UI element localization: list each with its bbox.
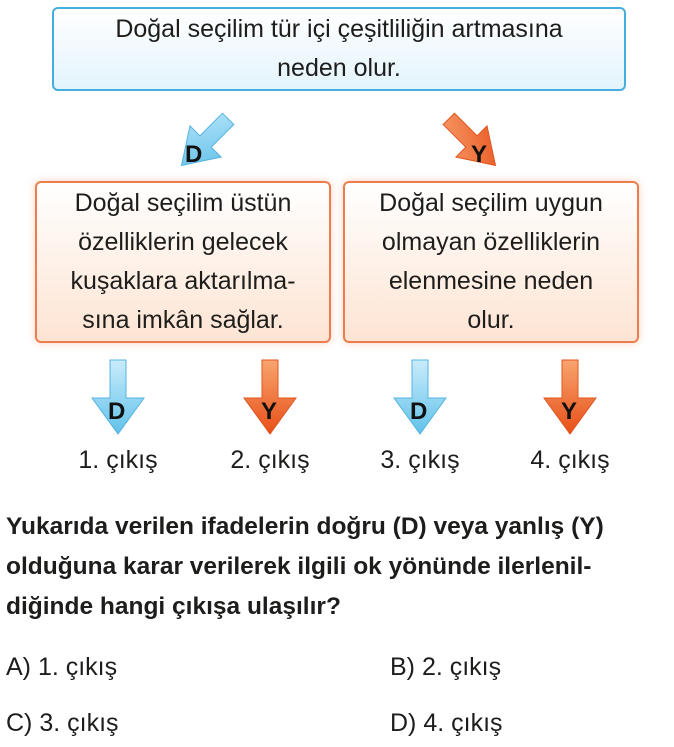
statement-left-line: Doğal seçilim üstün: [74, 189, 292, 217]
statement-left-line: sına imkân sağlar.: [82, 306, 284, 334]
arrow-exit-4-icon: [540, 360, 600, 436]
option-c[interactable]: C) 3. çıkış: [6, 709, 119, 737]
question-line-2: olduğuna karar verilerek ilgili ok yönünde ilerlenil-: [6, 553, 592, 580]
exit-label-1: 1. çıkış: [78, 446, 158, 474]
statement-right-line: Doğal seçilim uygun: [379, 189, 603, 217]
statement-box-main: [52, 7, 626, 91]
exit-label-3: 3. çıkış: [380, 446, 460, 474]
arrow-exit-2-icon: [240, 360, 300, 436]
statement-left-line: kuşaklara aktarılma-: [70, 267, 296, 295]
arrow-letter: D: [185, 141, 203, 168]
option-b[interactable]: B) 2. çıkış: [390, 653, 502, 681]
statement-box-left: [35, 181, 331, 343]
question-line-3: diğinde hangi çıkışa ulaşılır?: [6, 593, 341, 620]
question-text: [6, 507, 672, 627]
arrow-letter: Y: [471, 141, 488, 168]
question-line-1: Yukarıda verilen ifadelerin doğru (D) veya yanlış (Y): [6, 513, 604, 540]
arrow-exit-3-icon: [390, 360, 450, 436]
arrow-letter: Y: [561, 398, 578, 425]
arrow-letter: Y: [261, 398, 278, 425]
exit-label-2: 2. çıkış: [230, 446, 310, 474]
statement-main-line-2: neden olur.: [277, 54, 401, 82]
arrow-true-left-icon: [172, 110, 232, 180]
statement-box-right: [343, 181, 639, 343]
arrow-false-right-icon: [445, 110, 505, 180]
option-a[interactable]: A) 1. çıkış: [6, 653, 118, 681]
statement-left-line: özelliklerin gelecek: [78, 228, 288, 256]
statement-main-line-1: Doğal seçilim tür içi çeşitliliğin artmasına: [115, 15, 563, 43]
arrow-letter: D: [410, 398, 428, 425]
arrow-exit-1-icon: [88, 360, 148, 436]
option-d[interactable]: D) 4. çıkış: [390, 709, 503, 737]
exit-label-4: 4. çıkış: [530, 446, 610, 474]
arrow-letter: D: [108, 398, 126, 425]
statement-right-line: olur.: [467, 306, 515, 334]
statement-right-line: olmayan özelliklerin: [381, 228, 601, 256]
statement-right-line: elenmesine neden: [388, 267, 594, 295]
